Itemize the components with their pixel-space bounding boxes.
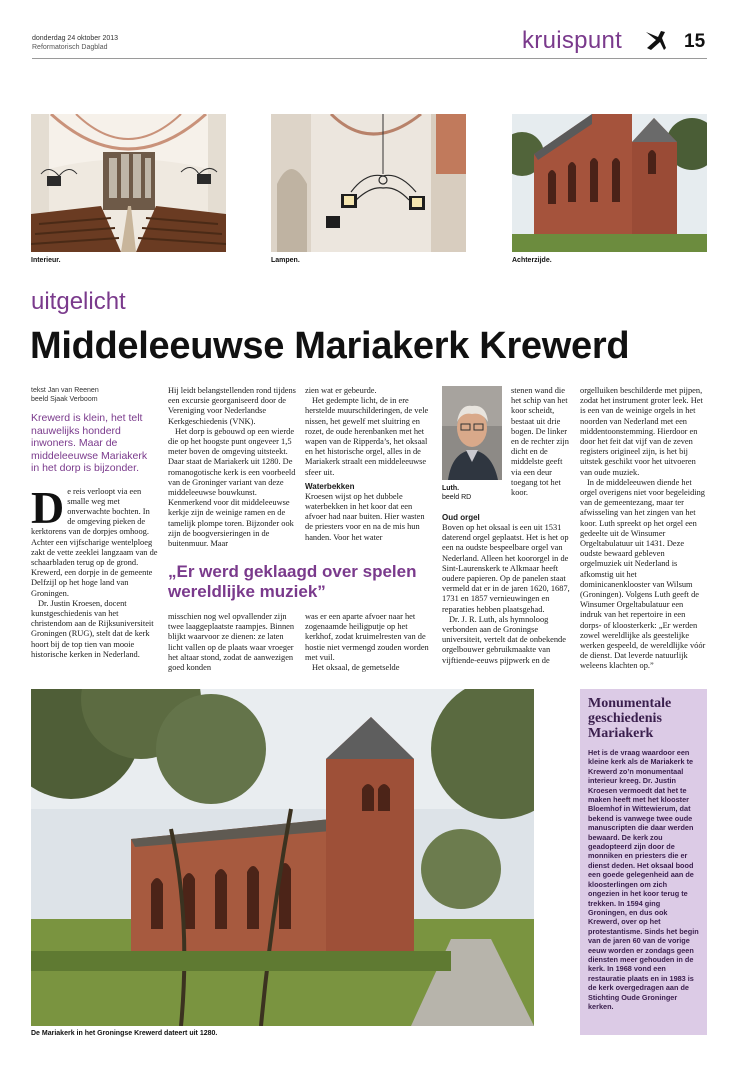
paragraph: stenen wand die het schip van het koor scheidt, bestaat uit drie bogen. De linker en de rechter zijn dicht en de middelste geeft via een deur toegang tot het koor. [511, 386, 569, 498]
photo-lamps [271, 114, 466, 252]
photo-interior [31, 114, 226, 252]
credit-photo: beeld Sjaak Verboom [31, 396, 98, 403]
paragraph: In de middeleeuwen diende het orgel overigens niet voor begeleiding van de gemeentezang, maar ter afwisseling van het zingen van het koor. Luth spreekt op het orgel een gedeelte uit de Winsumer Orgeltabulatuur uit 1431. Deze oudste bewaard gebleven orgelmuziek uit Nederland is afkomstig uit het dominicanenklooster van Wilsum (Groningen). Volgens Luth geeft de Winsumer Orgeltabulatuur een indruk van het repertoire in een dorps- of kloosterkerk: „Er werden zowel wereldlijke als geestelijke werken gespeeld, de wereldlijke vóór de dienst. Dat leverde natuurlijk weleens klachten op.” [580, 477, 706, 671]
article-column-3 [305, 386, 431, 543]
article-kicker: uitgelicht [31, 288, 126, 315]
article-column-4-narrow [511, 386, 571, 498]
article-column-2 [168, 386, 296, 549]
portrait-credit: beeld RD [442, 494, 472, 501]
caption-lamps: Lampen. [271, 257, 300, 264]
issue-date: donderdag 24 oktober 2013 [32, 35, 119, 42]
portrait-name: Luth. [442, 485, 460, 492]
subhead-orgel: Oud orgel [442, 513, 480, 522]
header-divider [32, 58, 707, 59]
paragraph: zien wat er gebeurde. [305, 386, 377, 395]
photo-rear [512, 114, 707, 252]
section-logo-icon [643, 29, 667, 53]
paragraph: Het gedempte licht, de in ere herstelde muurschilderingen, de vele nissen, het gewelf met sluitring en rozet, de oude herenbanken met het wapen van de Ripperda’s, het oksaal en het historische orgel, alles in de Mariakerk straalt een middeleeuwse sfeer uit. [305, 396, 429, 477]
paragraph: Dr. J. R. Luth, als hymnoloog verbonden aan de Groningse universiteit, vertelt dat de onbekende orgelbouwer gebruikmaakte van vijftiende-eeuws pijpwerk en de [442, 614, 566, 665]
paragraph: Het dorp is gebouwd op een wierde die op het hoogste punt ongeveer 1,5 meter boven de omgeving uitsteekt. Daar staat de Mariakerk uit 1280. De romanogotische kerk is een voorbeeld van de Groninger variant van deze middeleeuwse bouwkunst. Kenmerkend voor dit middeleeuwse kerkje zijn de weinige ramen en de tamelijk plompe toren. Bijzonder ook zijn de boogversieringen in de buitenmuur. Maar [168, 426, 296, 549]
article-column-3-bottom [305, 612, 431, 673]
paragraph: Dr. Justin Kroesen, docent kunstgeschiedenis van het christendom aan de Rijksuniversiteit Groningen (RUG), stelt dat de kerk hoort bij de top tien van mooie historische kerken in Nederland. [31, 598, 154, 659]
paragraph: e reis verloopt via een smalle weg met onverwachte bochten. In de omgeving pieken de kerktorens van de dorpjes omhoog. Achter een vijfscharige wentelploeg zakt de vette zeeklei langzaam van de schaarbladen terug op de grond. Krewerd, een dorpje in de gemeente Delfzijl op het hoge land van Groningen. [31, 486, 158, 598]
portrait-luth [442, 386, 502, 480]
subhead-waterbekken: Waterbekken [305, 481, 355, 491]
page-number: 15 [684, 31, 706, 52]
article-column-4 [442, 513, 571, 666]
pull-quote: „Er werd geklaagd over spelen wereldlijke muziek” [168, 562, 417, 601]
paragraph: Het oksaal, de gemetselde [312, 663, 400, 673]
photo-main-church [31, 689, 534, 1026]
article-column-5 [580, 386, 707, 672]
article-column-2-bottom [168, 612, 296, 673]
sidebar-box [580, 689, 707, 1035]
article-intro: Krewerd is klein, het telt nauwelijks honderd inwoners. Maar de middeleeuwse Mariakerk in het dorp is bijzonder. [31, 412, 148, 474]
paragraph: was er een aparte afvoer naar het zogenaamde heiligputje op het kerkhof, zodat kruimelresten van de hostie niet vermengd zouden worden met vuil. [305, 612, 429, 662]
newspaper-name: Reformatorisch Dagblad [32, 44, 108, 51]
sidebar-text: Het is de vraag waardoor een kleine kerk als de Mariakerk te Krewerd zo’n monumentaal interieur kreeg. Dr. Justin Kroesen vermoedt dat het te maken heeft met het klooster Bloemhof in Wittewierum, dat bekend is vanwege twee oude manuscripten die daar werden bewaard. De kerk zou geadopteerd zijn door de monniken en priesters die er dienst deden. Het oksaal bood een goede gelegenheid aan de kloosterlingen om zich ongezien in het koor terug te trekken. In 1594 ging Groningen, en dus ook Krewerd, over op het protestantisme. Sinds het begin van de jaren 60 van de vorige eeuw worden er zondags geen diensten meer gehouden in de kerk. In 1968 vond een restauratie plaats en in 1983 is de kerk overgedragen aan de Stichting Oude Groninger kerken. [588, 748, 699, 1011]
paragraph: Hij leidt belangstellenden rond tijdens een excursie georganiseerd door de Vereniging voor Nederlandse Kerkgeschiedenis (VNK). [168, 386, 296, 426]
paragraph: Boven op het oksaal is een uit 1531 daterend orgel geplaatst. Het is het op een na oudste bespeelbare orgel van Nederland. Alleen het koororgel in de Sint-Laurenskerk te Alkmaar heeft oudere papieren. Op de panelen staat vermeld dat er in de jaren 1620, 1687, 1731 en 1857 vernieuwingen en reparaties hebben plaatsgehad. [442, 523, 570, 614]
caption-interior: Interieur. [31, 257, 61, 264]
caption-main: De Mariakerk in het Groningse Krewerd dateert uit 1280. [31, 1030, 218, 1037]
caption-rear: Achterzijde. [512, 257, 552, 264]
paragraph: orgelluiken beschilderde met pijpen, zodat het instrument groter leek. Het is een van de weinige orgels in het noorden van Nederland met een middentoonstemming. Hierdoor en door het feit dat vijf van de zeven registers origineel zijn, is het bij uitstek geschikt voor het uitvoeren van oude muziek. [580, 386, 703, 477]
section-title: kruispunt [522, 27, 623, 54]
paragraph: Kroesen wijst op het dubbele waterbekken in het koor dat een afvoer had naar buiten. Hier wasten de priesters voor en na de mis hun handen. Voor het water [305, 491, 425, 542]
article-column-1 [31, 386, 158, 660]
drop-cap: D [31, 481, 65, 533]
credit-text: tekst Jan van Reenen [31, 387, 99, 394]
article-headline: Middeleeuwse Mariakerk Krewerd [30, 325, 630, 367]
paragraph: misschien nog wel opvallender zijn twee laaggeplaatste raampjes. Binnen blijkt waarvoor ze dienen: ze laten licht vallen op de plaats waar vroeger het altaar stond, zodat de aanwezigen goed konden [168, 612, 295, 673]
sidebar-title: Monumentale geschiedenis Mariakerk [588, 696, 672, 741]
